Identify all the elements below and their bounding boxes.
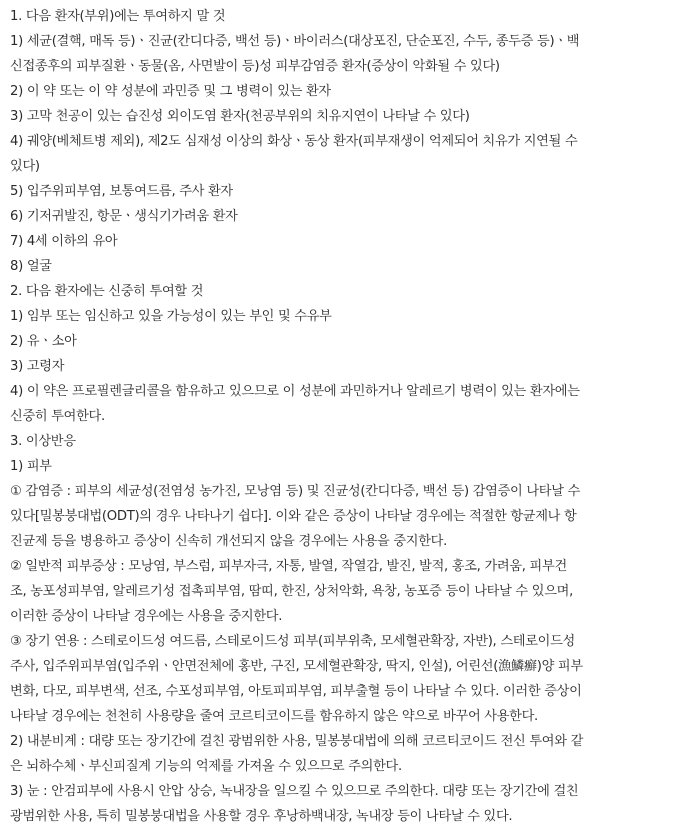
text-line: 3) 눈 : 안검피부에 사용시 안압 상승, 녹내장을 일으킬 수 있으므로 주의한다. 대량 또는 장기간에 걸친 xyxy=(10,784,579,799)
text-line: 2) 내분비계 : 대량 또는 장기간에 걸친 광범위한 사용, 밀봉붕대법에 의해 코르티코이드 전신 투여와 같 xyxy=(10,734,584,749)
text-line: 1) 임부 또는 임신하고 있을 가능성이 있는 부인 및 수유부 xyxy=(10,309,332,324)
text-line: 3) 고막 천공이 있는 습진성 외이도염 환자(천공부위의 치유지연이 나타날 수 있다) xyxy=(10,109,470,124)
text-line: 4) 이 약은 프로필렌글리콜을 함유하고 있으므로 이 성분에 과민하거나 알레르기 병력이 있는 환자에는 xyxy=(10,384,580,399)
text-line: 진균제 등을 병용하고 증상이 신속히 개선되지 않을 경우에는 사용을 중지한다. xyxy=(10,534,447,549)
text-line: 신접종후의 피부질환ㆍ동물(옴, 사면발이 등)성 피부감염증 환자(증상이 악화될 수 있다) xyxy=(10,59,500,74)
text-line: 이러한 증상이 나타날 경우에는 사용을 중지한다. xyxy=(10,609,283,624)
text-line: 1) 피부 xyxy=(10,459,52,474)
text-line: ② 일반적 피부증상 : 모낭염, 부스럼, 피부자극, 자통, 발열, 작열감, 발진, 발적, 홍조, 가려움, 피부건 xyxy=(10,559,567,574)
text-line: 은 뇌하수체ㆍ부신피질계 기능의 억제를 가져올 수 있으므로 주의한다. xyxy=(10,759,402,774)
text-line: 광범위한 사용, 특히 밀봉붕대법을 사용할 경우 후낭하백내장, 녹내장 등이 나타날 수 있다. xyxy=(10,809,513,824)
text-line: 2) 이 약 또는 이 약 성분에 과민증 및 그 병력이 있는 환자 xyxy=(10,84,331,99)
text-line: 6) 기저귀발진, 항문ㆍ생식기가려움 환자 xyxy=(10,209,238,224)
text-line: 1) 세균(결핵, 매독 등)ㆍ진균(칸디다증, 백선 등)ㆍ바이러스(대상포진, 단순포진, 수두, 종두증 등)ㆍ백 xyxy=(10,34,580,49)
text-line: 4) 궤양(베체트병 제외), 제2도 심재성 이상의 화상ㆍ동상 환자(피부재생이 억제되어 치유가 지연될 수 xyxy=(10,134,578,149)
text-line: 8) 얼굴 xyxy=(10,259,52,274)
text-line: 있다) xyxy=(10,159,40,174)
section-heading-adverse-reactions: 3. 이상반응 xyxy=(10,434,76,449)
text-line: 주사, 입주위피부염(입주위ㆍ안면전체에 홍반, 구진, 모세혈관확장, 딱지, 인설), 어린선(漁鱗癬)양 피부 xyxy=(10,659,583,674)
section-heading-contraindications: 1. 다음 환자(부위)에는 투여하지 말 것 xyxy=(10,9,226,24)
text-line: 변화, 다모, 피부변색, 선조, 수포성피부염, 아토피피부염, 피부출혈 등이 나타날 수 있다. 이러한 증상이 xyxy=(10,684,582,699)
text-line: 신중히 투여한다. xyxy=(10,409,105,424)
text-line: 7) 4세 이하의 유아 xyxy=(10,234,118,249)
text-line: 2) 유ㆍ소아 xyxy=(10,334,77,349)
section-heading-caution: 2. 다음 환자에는 신중히 투여할 것 xyxy=(10,284,204,299)
text-line: 나타날 경우에는 천천히 사용량을 줄여 코르티코이드를 함유하지 않은 약으로 바꾸어 사용한다. xyxy=(10,709,538,724)
text-line: ③ 장기 연용 : 스테로이드성 여드름, 스테로이드성 피부(피부위축, 모세혈관확장, 자반), 스테로이드성 xyxy=(10,634,575,649)
text-line: 3) 고령자 xyxy=(10,359,65,374)
text-line: 5) 입주위피부염, 보통여드름, 주사 환자 xyxy=(10,184,233,199)
text-line: ① 감염증 : 피부의 세균성(전염성 농가진, 모낭염 등) 및 진균성(칸디다증, 백선 등) 감염증이 나타날 수 xyxy=(10,484,581,499)
text-line: 있다[밀봉붕대법(ODT)의 경우 나타나기 쉽다]. 이와 같은 증상이 나타날 경우에는 적절한 항균제나 항 xyxy=(10,509,577,524)
text-line: 조, 농포성피부염, 알레르기성 접촉피부염, 땀띠, 한진, 상처악화, 욕창, 농포증 등이 나타날 수 있으며, xyxy=(10,584,573,599)
